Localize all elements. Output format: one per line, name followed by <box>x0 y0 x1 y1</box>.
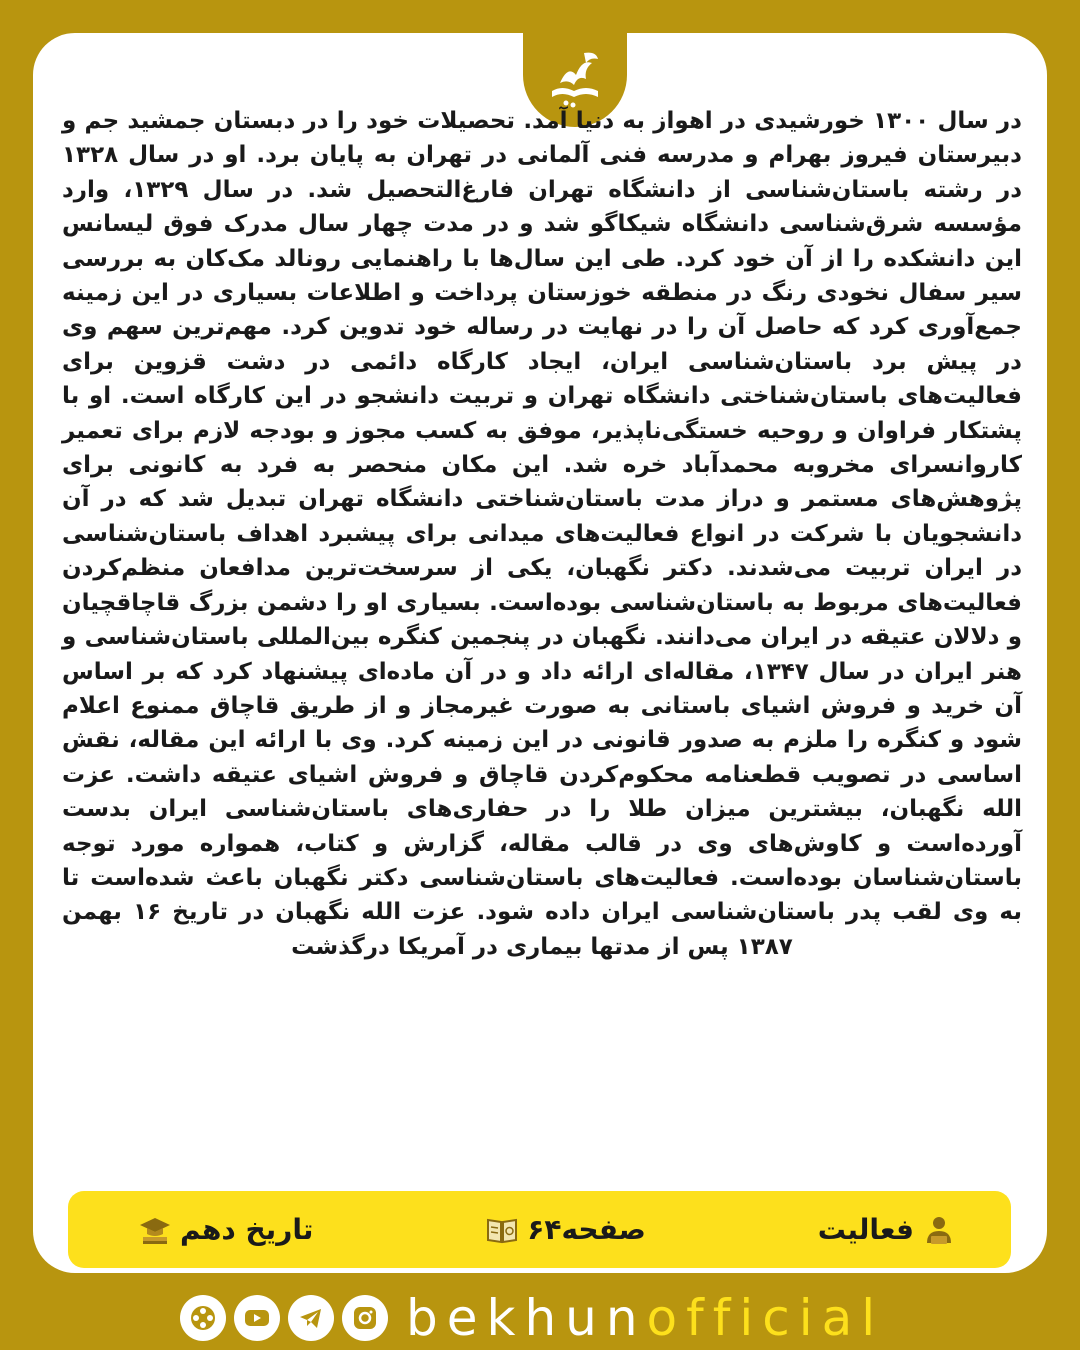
page-label: صفحه۶۴ <box>527 1213 646 1246</box>
teacher-icon <box>922 1213 956 1247</box>
graduation-cap-icon <box>138 1213 172 1247</box>
youtube-link[interactable] <box>234 1295 280 1341</box>
activity-label: فعالیت <box>817 1213 914 1246</box>
page-section <box>485 1213 646 1247</box>
activity-section <box>818 1213 956 1247</box>
instagram-icon <box>350 1303 380 1333</box>
brand-part1: bekhun <box>406 1289 647 1347</box>
social-links <box>180 1295 388 1341</box>
book-section <box>138 1213 313 1247</box>
film-reel-icon <box>188 1303 218 1333</box>
book-icon <box>485 1213 519 1247</box>
brand-part2: official <box>646 1289 885 1347</box>
article-text: در سال ۱۳۰۰ خورشیدی در اهواز به دنیا آمد. تحصیلات خود را در دبستان جمشید جم و دبیرستان فیروز بهرام و مدرسه فنی آلمانی در تهران به پایان برد. او در سال ۱۳۲۸ در رشته باستان‌شناسی از دانشگاه تهران فارغ‌التحصیل شد. در سال ۱۳۲۹، وارد مؤسسه شرق‌شناسی دانشگاه شیکاگو شد و در مدت چهار سال مدرک فوق لیسانس این دانشکده را از آن خود کرد. طی این سال‌ها با راهنمایی رونالد مک‌کان به بررسی سیر سفال نخودی رنگ در منطقه خوزستان پرداخت و اطلاعات بسیاری در این زمینه جمع‌آوری کرد که حاصل آن را در نهایت در رساله خود تدوین کرد. مهم‌ترین سهم وی در پیش برد باستان‌شناسی ایران، ایجاد کارگاه دائمی در دشت قزوین برای فعالیت‌های باستان‌شناختی دانشگاه تهران و تربیت دانشجو در این کارگاه است. او با پشتکار فراوان و روحیه خستگی‌ناپذیر، موفق به کسب مجوز و بودجه لازم برای تعمیر کاروانسرای مخروبه محمدآباد خره شد. این مکان منحصر به فرد به کانونی برای پژوهش‌های مستمر و دراز مدت باستان‌شناختی دانشگاه تهران تبدیل شد که در آن دانشجویان با شرکت در انواع فعالیت‌های میدانی برای پیشبرد اهداف باستان‌شناسی در ایران تربیت می‌شدند. دکتر نگهبان، یکی از سرسخت‌ترین مدافعان منظم‌کردن فعالیت‌های مربوط به باستان‌شناسی بوده‌است. بسیاری او را دشمن بزرگ قاچاقچیان و دلالان عتیقه در ایران می‌دانند. نگهبان در پنجمین کنگره بین‌المللی باستان‌شناسی و هنر ایران در سال ۱۳۴۷، مقاله‌ای ارائه داد و در آن ماده‌ای پیشنهاد کرد که بر اساس آن خرید و فروش اشیای باستانی به صورت غیرمجاز و از طریق قاچاق ممنوع اعلام شود و کنگره را ملزم به صدور قانونی در این زمینه کرد. وی با ارائه این مقاله، نقش اساسی در تصویب قطعنامه محکوم‌کردن قاچاق و فروش اشیای عتیقه داشت. عزت الله نگهبان، بیشترین میزان طلا را در حفاری‌های باستان‌شناسی ایران بدست آورده‌است و کاوش‌های وی در قالب مقاله، گزارش و کتاب، همواره مورد توجه باستان‌شناسان بوده‌است. فعالیت‌های باستان‌شناسی دکتر نگهبان باعث شده‌است تا به وی لقب پدر باستان‌شناسی ایران داده شود. عزت الله نگهبان در تاریخ ۱۶ بهمن ۱۳۸۷ پس از مدتها بیماری در آمریکا درگذشت <box>62 108 1023 960</box>
book-label: تاریخ دهم <box>180 1213 314 1246</box>
telegram-link[interactable] <box>288 1295 334 1341</box>
youtube-icon <box>242 1303 272 1333</box>
brand-handle <box>406 1288 884 1348</box>
info-bar <box>68 1191 1011 1268</box>
telegram-icon <box>296 1303 326 1333</box>
instagram-link[interactable] <box>342 1295 388 1341</box>
footer <box>180 1288 900 1348</box>
film-reel-link[interactable] <box>180 1295 226 1341</box>
